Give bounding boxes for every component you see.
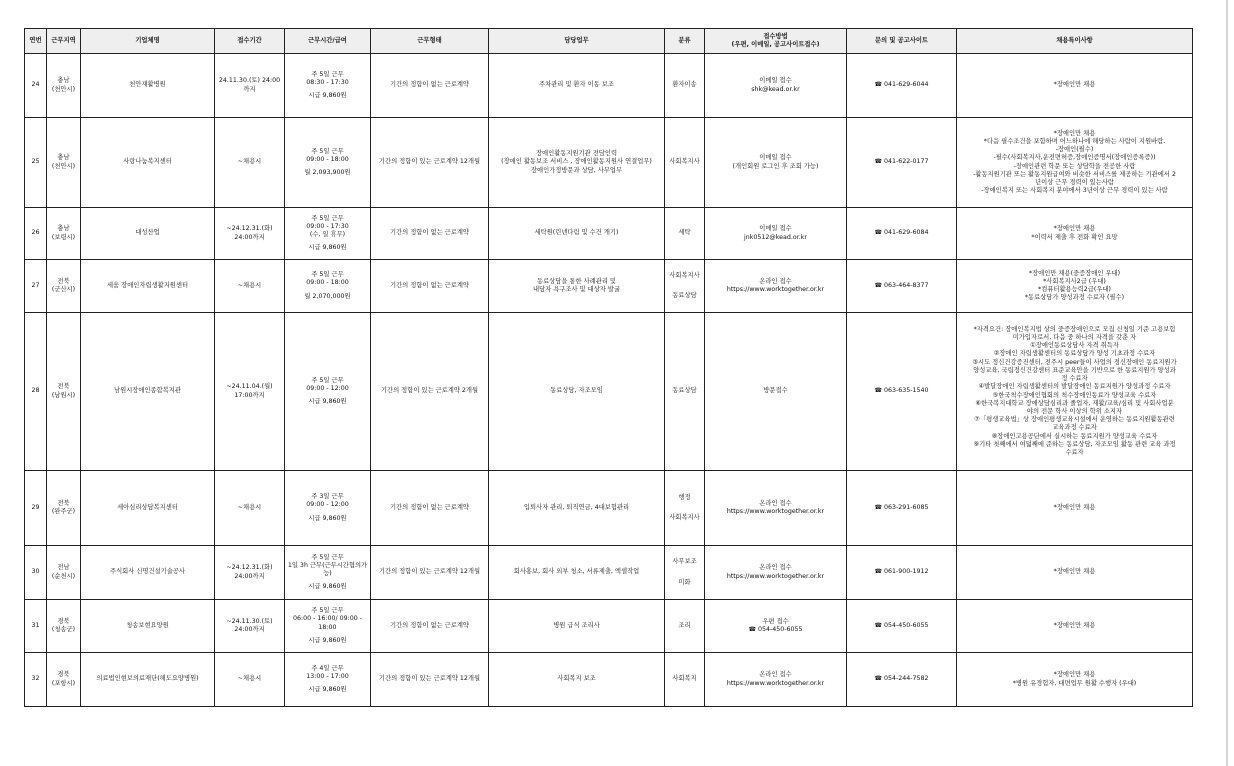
cell-method [705,118,847,208]
cell-hours-pay [285,54,371,118]
method-detail: https://www.worktogether.or.kr [726,572,825,580]
cell-contact [847,118,957,208]
contact-phone: 041-622-0177 [883,158,929,166]
hours-time: 1일 3h 근무(근무시간협의가능) [287,561,368,577]
duty-line: 주차관리 및 환자 이동 보조 [539,81,614,89]
duty-line: 장애인활동지원기관 전담인력 [535,150,618,158]
cell-contact [847,260,957,313]
cell-hours-pay [285,653,371,707]
cell-contact [847,653,957,707]
note-line: -장애인(필수) [1055,146,1094,154]
category-line: 행정 [678,493,691,501]
duty-line: 세탁원(린넨다림 및 수건 개기) [534,229,619,237]
cell-duty [489,653,665,707]
contact-phone: 061-900-1912 [883,568,929,576]
cell-contact [847,54,957,118]
category-line: 세탁 [678,229,691,237]
note-line: *병원 유경험자, 대면업무 원활 수행자 (우대) [1012,679,1137,687]
cell-method [705,260,847,313]
method-label: 이메일 접수 [759,77,792,85]
region-city: (순천시) [51,572,76,580]
table-row [25,600,1193,653]
cell-work-type: 기간의 정함이 없는 근로계약 [371,54,489,118]
table-row [25,546,1193,600]
cell-category [665,471,705,546]
table-body [25,54,1193,707]
cell-period: ~채용시 [215,653,285,707]
phone-icon: ☎ [874,281,882,289]
note-line: ①장애인동료상담사 자격 취득자 [1030,342,1119,350]
region-province: 전북 [57,277,70,285]
cell-notes [957,260,1193,313]
cell-method [705,546,847,600]
cell-notes [957,471,1193,546]
duty-line: 사회복지 보조 [557,675,596,683]
contact-phone: 041-629-6044 [883,81,929,89]
hours-time: 09:00 - 12:00 [306,501,349,509]
duty-line: 회사홍보, 회사 외부 청소, 서류제출, 엑셀작업 [513,568,640,576]
cell-no: 24 [25,54,47,118]
pay-amount: 월 2,093,900원 [304,169,351,177]
method-detail: (개인회원 로그인 후 조회 가능) [732,162,819,170]
method-label: 온라인 접수 [759,499,792,507]
method-detail: https://www.worktogether.or.kr [726,679,825,687]
cell-method [705,471,847,546]
cell-period: 24.11.30.(토) 24:00까지 [215,54,285,118]
note-line: ④발달장애인 자립생활센터의 발달장애인 동료지원가 양성과정 수료자 [978,383,1171,391]
table-header-row [25,29,1193,54]
hours-time: 06:00 - 16:00/ 09:00 - 18:00 [292,615,363,631]
cell-no: 25 [25,118,47,208]
note-line: -활동지원기관 또는 활동지원급여와 비슷한 서비스를 제공하는 기관에서 2 [973,170,1176,178]
region-province: 전남 [57,564,70,572]
cell-method [705,208,847,260]
cell-notes [957,118,1193,208]
cell-method [705,600,847,653]
header-method-line1: 접수방법 [763,32,788,40]
note-line: ⑦「평생교육법」상 장애인평생교육시설에서 운영하는 동료지원활동관련 [974,416,1175,424]
cell-work-type: 기간의 정함이 없는 근로계약 [371,471,489,546]
note-line: 미가입자로서, 다음 중 하나의 자격을 갖춘 자 [1012,334,1137,342]
header-hours-pay: 근무시간/급여 [285,29,371,54]
method-detail: https://www.worktogether.or.kr [726,508,825,515]
cell-notes [957,546,1193,600]
region-city: (군산시) [51,286,76,293]
region-province: 충남 [57,77,70,85]
phone-icon: ☎ [874,621,882,629]
pay-amount: 시급 9,860원 [308,636,347,644]
cell-company: 세아심리상담복지센터 [81,471,215,546]
region-city: (천안시) [51,162,76,170]
header-duty: 담당업무 [489,29,665,54]
spacer [667,502,702,514]
region-province: 전북 [57,383,70,391]
category-line: 동료상담 [672,387,697,395]
cell-region [47,118,81,208]
pay-amount: 시급 9,860원 [308,244,347,252]
region-province: 전북 [57,499,70,507]
cell-contact [847,208,957,260]
hours-days: 주 5일 근무 [311,553,344,561]
header-no: 연번 [25,29,47,54]
spacer [667,280,702,292]
method-detail: shk@kead.or.kr [751,85,800,93]
hours-days: 주 3일 근무 [311,493,344,501]
note-line: *사회복지사2급 (우대) [1043,277,1106,285]
region-province: 경북 [57,671,70,679]
cell-work-type: 기간의 정함이 있는 근로계약 12개월 [371,118,489,208]
duty-line: 병원 급식 조리사 [553,621,600,629]
note-line: 수료자 [1065,448,1084,456]
contact-phone: 054-450-6055 [883,621,929,629]
region-city: (천안시) [51,85,76,93]
cell-notes [957,208,1193,260]
note-line: 교육과정 수료자 [1052,424,1097,432]
method-label: 우편 접수 [762,617,789,625]
cell-region [47,546,81,600]
table-row [25,471,1193,546]
category-line: 환자이송 [672,81,697,89]
pay-amount: 시급 9,860원 [308,514,347,522]
note-line: *장애인만 채용 [1053,225,1096,233]
cell-method [705,653,847,707]
cell-work-type: 기간의 정함이 없는 근로계약 [371,600,489,653]
method-phone: 054-450-6055 [757,626,803,633]
table-row [25,313,1193,471]
note-line: *동료상담가 양성과정 수료자 (필수) [1024,294,1125,302]
duty-line: 동료상담을 통한 사례관리 및 [537,277,616,285]
note-line: -필수(사회복지사,운전면허증,장애인증명서(장애인증록증)) [993,154,1156,162]
cell-notes [957,653,1193,707]
hours-days: 주 5일 근무 [311,70,344,78]
category-line: 미화 [678,578,691,586]
category-line: 사회복지사 [669,158,700,166]
note-line: *자격요건: 장애인복지법 상의 중증장애인으로 모집 신청일 기준 고용보험 [973,325,1176,333]
note-line: *장애인만 채용 [1053,81,1096,89]
note-line: *컴퓨터활용능력2급(우대) [1038,286,1111,293]
cell-company: 주식회사 신명건설기술공사 [81,546,215,600]
method-label: 온라인 접수 [759,671,792,679]
cell-hours-pay [285,546,371,600]
table-row [25,54,1193,118]
cell-period: ~24.12.31.(화) 24:00까지 [215,208,285,260]
note-line: *장애인만 채용 [1053,503,1096,511]
note-line: ②장애인 자립생활센터의 동료상담가 양성 기초과정 수료자 [993,350,1156,358]
cell-region [47,653,81,707]
header-contact: 문의 및 공고사이트 [847,29,957,54]
region-city: (남원시) [51,391,76,399]
method-label: 방문접수 [763,387,788,395]
pay-amount: 월 2,070,000원 [304,292,351,300]
phone-icon: ☎ [874,158,882,166]
cell-duty [489,546,665,600]
pay-amount: 시급 9,860원 [308,686,347,694]
method-detail: https://www.worktogether.or.kr [726,286,825,293]
cell-no: 30 [25,546,47,600]
header-region: 근무지역 [47,29,81,54]
category-line: 동료상담 [672,292,697,299]
cell-period: ~채용시 [215,260,285,313]
hours-time: 08:30 - 17:30 [306,78,349,86]
method-detail [707,626,844,634]
region-province: 충남 [57,154,70,162]
note-line: ③시도 정신건강증진센터, 전주시 peer들이 사업의 정신장애인 동료지원가 [972,358,1177,366]
method-detail: jnk0512@kead.or.kr [744,233,807,241]
cell-category [665,208,705,260]
hours-time: 09:00 - 12:00 [306,384,349,392]
note-line: *장애인만 채용 [1053,621,1096,629]
category-line: 사회복지 [672,675,697,683]
duty-line: 동료상담, 자조모임 [550,387,603,395]
cell-region [47,260,81,313]
header-period: 접수기간 [215,29,285,54]
cell-hours-pay [285,313,371,471]
cell-no: 32 [25,653,47,707]
cell-hours-pay [285,471,371,546]
note-line: *장애인만 채용 [1053,671,1096,679]
phone-icon: ☎ [874,568,882,576]
cell-method [705,54,847,118]
cell-category [665,313,705,471]
cell-company: 천안재활병원 [81,54,215,118]
note-line: 년이상 근무 경력이 있는사람 [1035,178,1114,186]
header-method-line2: (우편, 이메일, 공고사이트접수) [731,41,820,48]
spacer [667,567,702,579]
region-city: (완주군) [51,508,76,515]
cell-period: ~24.11.04.(월) 17:00까지 [215,313,285,471]
cell-hours-pay [285,208,371,260]
cell-no: 28 [25,313,47,471]
category-line: 사회복지사 [669,271,700,279]
header-category: 분류 [665,29,705,54]
cell-notes [957,600,1193,653]
cell-duty [489,471,665,546]
cell-notes [957,313,1193,471]
hours-time: 09:00 - 17:30 [306,222,349,230]
cell-no: 26 [25,208,47,260]
contact-phone: 063-464-8377 [883,281,929,289]
cell-contact [847,313,957,471]
cell-work-type: 기간의 정함이 없는 근로계약 [371,208,489,260]
note-line: *장애인만 채용 [1053,129,1096,137]
cell-company: 남원시장애인종합복지관 [81,313,215,471]
cell-contact [847,546,957,600]
cell-hours-pay [285,118,371,208]
table-row [25,260,1193,313]
cell-category [665,260,705,313]
note-line: -장애인관련 학문 또는 상담학을 전공한 사람 [1013,162,1136,170]
cell-duty [489,600,665,653]
cell-method [705,313,847,471]
header-company: 기업체명 [81,29,215,54]
contact-phone: 063-291-6085 [883,503,929,511]
cell-company: 의료법인현보의료재단(해도요양병원) [81,653,215,707]
cell-region [47,600,81,653]
cell-work-type: 기간의 정함이 없는 근로계약 [371,260,489,313]
cell-contact [847,471,957,546]
header-notes: 채용특이사항 [957,29,1193,54]
cell-region [47,54,81,118]
phone-icon: ☎ [874,387,882,395]
cell-period: ~24.12.31.(화) 24:00까지 [215,546,285,600]
category-line: 사무보조 [672,558,697,566]
phone-icon: ☎ [874,675,882,683]
note-line: *이력서 제출 후 전화 확인 요망 [1031,233,1118,241]
header-type: 근무형태 [371,29,489,54]
hours-days: 주 5일 근무 [311,214,344,222]
cell-no: 27 [25,260,47,313]
cell-period: ~24.11.30.(토) 24:00까지 [215,600,285,653]
cell-contact [847,600,957,653]
cell-company: 사랑나눔복지센터 [81,118,215,208]
cell-region [47,208,81,260]
pay-amount: 시급 9,860원 [308,583,347,591]
note-line: *장애인만 채용(중증장애인 우대) [1028,269,1121,277]
cell-no: 31 [25,600,47,653]
category-line: 조리 [678,621,691,629]
contact-phone: 041-629-6084 [883,229,929,237]
contact-phone: 063-635-1540 [883,387,929,395]
cell-work-type: 기간의 정함이 있는 근로계약 2개월 [371,313,489,471]
cell-category [665,54,705,118]
cell-period: ~채용시 [215,118,285,208]
note-line: 정 수료자 [1061,375,1088,383]
note-line: *다음 필수조건을 포함하며 어느하나에 해당하는 사람이 지원바람. [983,137,1166,145]
note-line: ⑥한국복지대학교 장애상담심리과 졸업자, 재활/교육/심리 및 사회사업분 [975,399,1174,407]
cell-company: 세움 장애인자립생활지원센터 [81,260,215,313]
region-province: 충남 [57,225,70,233]
job-listing-table [24,28,1193,707]
hours-days: 주 5일 근무 [311,376,344,384]
duty-line: 입퇴사자 관리, 퇴직연금, 4대보험관리 [523,503,630,511]
cell-category [665,118,705,208]
phone-icon: ☎ [748,626,756,633]
phone-icon: ☎ [874,503,882,511]
cell-work-type: 기간의 정함이 있는 근로계약 12개월 [371,653,489,707]
method-label: 온라인 접수 [759,564,792,572]
duty-line: (장애인 활동보조 서비스 , 장애인활동지원사 연결업무) [501,158,652,166]
cell-work-type: 기간의 정함이 있는 근로계약 12개월 [371,546,489,600]
table-row [25,653,1193,707]
note-line: ⑨기타 첫째에서 여덟째에 준하는 동료상담, 자조모임 활동 관련 교육 과정 [973,440,1176,448]
cell-duty [489,118,665,208]
region-city: (보령시) [51,233,76,241]
cell-company: 대성산업 [81,208,215,260]
note-line: 야의 전문 학사 이상의 학위 소지자 [1026,407,1123,415]
hours-time: 09:00 - 18:00 [306,279,349,287]
pay-amount: 시급 9,860원 [308,92,347,100]
cell-duty [489,313,665,471]
note-line: ⑤한국척수장애인협회의 척수장애인동료가 양성교육 수료자 [992,391,1157,399]
page-edge-divider [1226,0,1228,766]
cell-duty [489,260,665,313]
cell-category [665,653,705,707]
hours-days: 주 5일 근무 [311,607,344,615]
duty-line: 내담자 욕구조사 및 대상자 발굴 [532,286,621,293]
hours-time: 13:00 - 17:00 [306,672,349,680]
contact-phone: 054-244-7582 [883,675,929,683]
cell-notes [957,54,1193,118]
note-line: ⑧장애인고용공단에서 실시하는 동료지원가 양성교육 수료자 [991,432,1158,440]
cell-category [665,546,705,600]
cell-duty [489,54,665,118]
method-label: 이메일 접수 [759,225,792,233]
phone-icon: ☎ [874,229,882,237]
hours-time: 09:00 - 18:00 [306,155,349,163]
note-line: -장애인복지 또는 사회복지 분야에서 3년이상 근무 경력이 있는 사람 [981,187,1168,195]
pay-amount: 시급 9,860원 [308,398,347,406]
method-label: 온라인 접수 [759,277,792,285]
cell-category [665,600,705,653]
cell-company: 청송보현요양원 [81,600,215,653]
header-method [705,29,847,54]
region-city: (포항시) [51,679,76,687]
table-row [25,208,1193,260]
table-row [25,118,1193,208]
note-line: *장애인만 채용 [1053,568,1096,576]
cell-duty [489,208,665,260]
category-line: 사회복지사 [669,514,700,521]
hours-days: 주 5일 근무 [311,147,344,155]
cell-hours-pay [285,600,371,653]
cell-region [47,313,81,471]
hours-days: 주 4일 근무 [311,664,344,672]
cell-region [47,471,81,546]
cell-period: ~채용시 [215,471,285,546]
phone-icon: ☎ [874,81,882,89]
hours-extra: (수, 일 휴무) [309,231,346,238]
cell-no: 29 [25,471,47,546]
region-city: (청송군) [51,626,76,633]
cell-hours-pay [285,260,371,313]
method-label: 이메일 접수 [759,154,792,162]
region-province: 경북 [57,617,70,625]
duty-line: 장애인가정방문과 상담, 사무업무 [530,166,623,174]
hours-days: 주 5일 근무 [311,271,344,279]
note-line: 양성교육, 국립정신건강센터 표준교육안을 기반으로 한 동료지원가 양성과 [973,366,1176,374]
